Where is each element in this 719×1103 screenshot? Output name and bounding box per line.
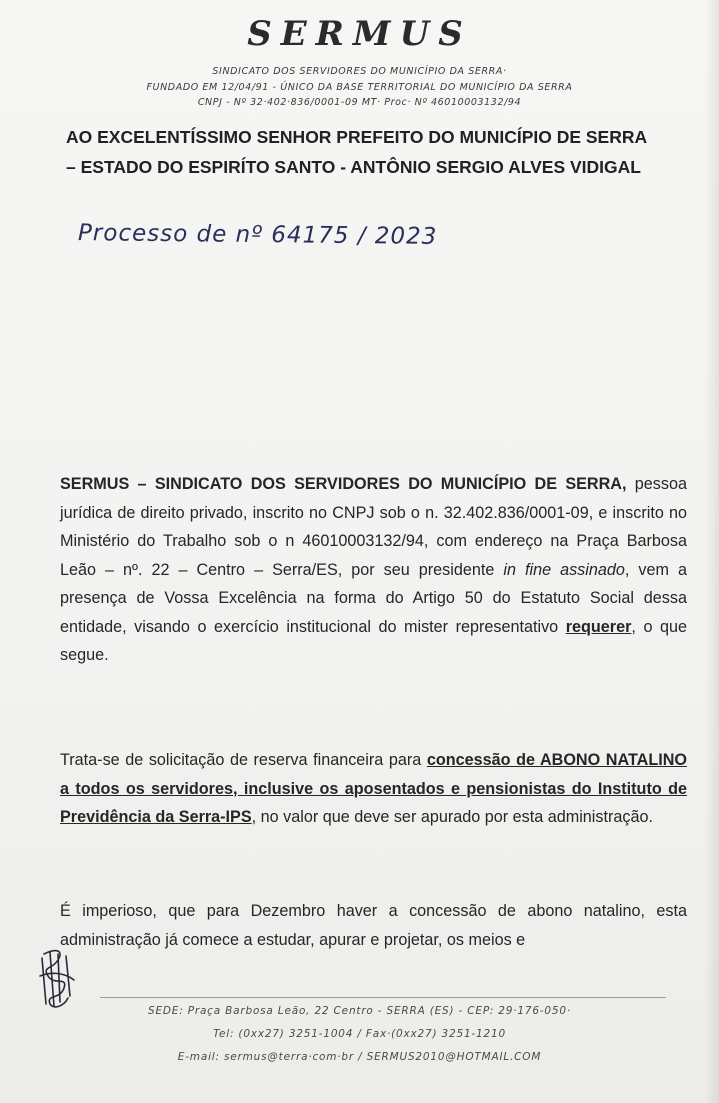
header-registration: CNPJ - Nº 32·402·836/0001-09 MT· Proc· Nº 46010003132/94 xyxy=(197,97,522,108)
bonus-emphasis: concessão de ABONO NATALINO a todos os servidores, inclusive os aposentados e pensionistas do Instituto de Previdência da Serra-IPS xyxy=(60,751,687,826)
header-union-name: SINDICATO DOS SERVIDORES DO MUNICÍPIO DA SERRA· xyxy=(212,66,507,77)
paragraph-bonus-text-a: Trata-se de solicitação de reserva financeira para xyxy=(60,751,427,769)
addressee-line-2: – ESTADO DO ESPIRÍTO SANTO - ANTÔNIO SERGIO ALVES VIDIGAL xyxy=(66,157,641,177)
paragraph-request-text-b: , vem a presença de Vossa Excelência na forma do Artigo 50 do Estatuto Social dessa entidade, visando o exercício institucional do mister representativo xyxy=(60,560,687,636)
footer-address: SEDE: Praça Barbosa Leão, 22 Centro - SERRA (ES) - CEP: 29·176-050· xyxy=(148,1005,571,1017)
paragraph-imperative: É imperioso, que para Dezembro haver a concessão de abono natalino, esta administração já comece a estudar, apurar e projetar, os meios e xyxy=(60,902,687,949)
handwritten-process-number: Processo de nº 64175 / 2023 xyxy=(77,220,438,250)
signature-scribble xyxy=(34,946,82,1012)
paragraph-request-italic: in fine assinado xyxy=(503,560,625,579)
addressee-line-1: AO EXCELENTÍSSIMO SENHOR PREFEITO DO MUNICÍPIO DE SERRA xyxy=(66,127,648,147)
requerer-emphasis: requerer xyxy=(565,617,632,636)
header-founded: FUNDADO EM 12/04/91 - ÚNICO DA BASE TERRITORIAL DO MUNICÍPIO DA SERRA xyxy=(146,82,573,93)
paragraph-request xyxy=(60,470,687,670)
page-shadow xyxy=(705,0,719,1103)
paragraph-request-text-a: pessoa jurídica de direito privado, inscrito no CNPJ sob o n. 32.402.836/0001-09, e inscrito no Ministério do Trabalho sob o n 46010003132/94, com endereço na Praça Barbosa Leão – nº. 22 – Centro – Serra/ES, por seu presidente xyxy=(60,475,687,579)
sermus-logo: SERMUS xyxy=(247,14,472,54)
paragraph-bonus-text-b: , no valor que deve ser apurado por esta administração. xyxy=(251,808,653,826)
paragraph-request-text-c: , o que segue. xyxy=(60,617,687,664)
entity-name: SERMUS – SINDICATO DOS SERVIDORES DO MUNICÍPIO DE SERRA, xyxy=(60,475,627,493)
footer-phone: Tel: (0xx27) 3251-1004 / Fax·(0xx27) 3251-1210 xyxy=(213,1028,506,1040)
addressee-block xyxy=(66,122,686,182)
footer-email: E-mail: sermus@terra·com·br / SERMUS2010@HOTMAIL.COM xyxy=(177,1051,542,1063)
footer-divider xyxy=(100,997,666,998)
paragraph-bonus xyxy=(60,746,687,832)
